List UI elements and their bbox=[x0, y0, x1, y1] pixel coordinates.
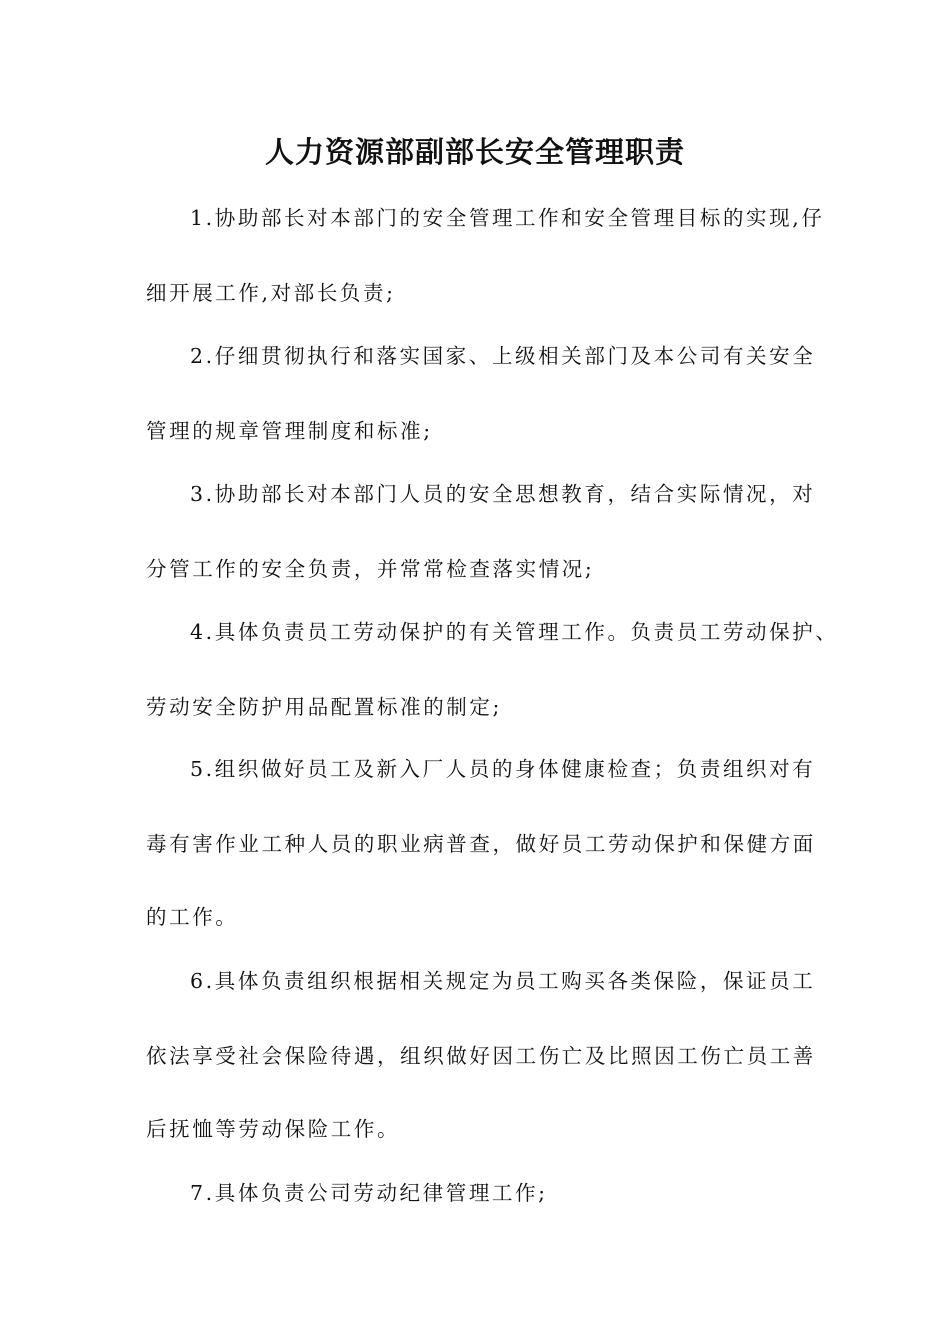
document-title: 人力资源部副部长安全管理职责 bbox=[264, 135, 685, 169]
paragraph-4-line-2: 劳动安全防护用品配置标准的制定; bbox=[146, 695, 503, 719]
paragraph-3-line-1: 3.协助部长对本部门人员的安全思想教育，结合实际情况，对 bbox=[190, 482, 816, 506]
paragraph-5-line-1: 5.组织做好员工及新入厂人员的身体健康检查；负责组织对有 bbox=[190, 757, 816, 781]
paragraph-2-line-1: 2.仔细贯彻执行和落实国家、上级相关部门及本公司有关安全 bbox=[190, 344, 816, 368]
paragraph-1-line-2: 细开展工作,对部长负责; bbox=[146, 281, 396, 305]
paragraph-3-line-2: 分管工作的安全负责，并常常检查落实情况; bbox=[146, 557, 595, 581]
paragraph-5-line-2: 毒有害作业工种人员的职业病普查，做好员工劳动保护和保健方面 bbox=[146, 832, 816, 856]
paragraph-6-line-3: 后抚恤等劳动保险工作。 bbox=[146, 1117, 401, 1141]
paragraph-2-line-2: 管理的规章管理制度和标准; bbox=[146, 419, 433, 443]
paragraph-4-line-1: 4.具体负责员工劳动保护的有关管理工作。负责员工劳动保护、 bbox=[190, 620, 839, 644]
paragraph-6-line-1: 6.具体负责组织根据相关规定为员工购买各类保险，保证员工 bbox=[190, 969, 816, 993]
paragraph-7-line-1: 7.具体负责公司劳动纪律管理工作; bbox=[190, 1181, 548, 1205]
paragraph-5-line-3: 的工作。 bbox=[146, 905, 239, 929]
paragraph-1-line-1: 1.协助部长对本部门的安全管理工作和安全管理目标的实现,仔 bbox=[190, 206, 825, 230]
paragraph-6-line-2: 依法享受社会保险待遇，组织做好因工伤亡及比照因工伤亡员工善 bbox=[146, 1044, 816, 1068]
